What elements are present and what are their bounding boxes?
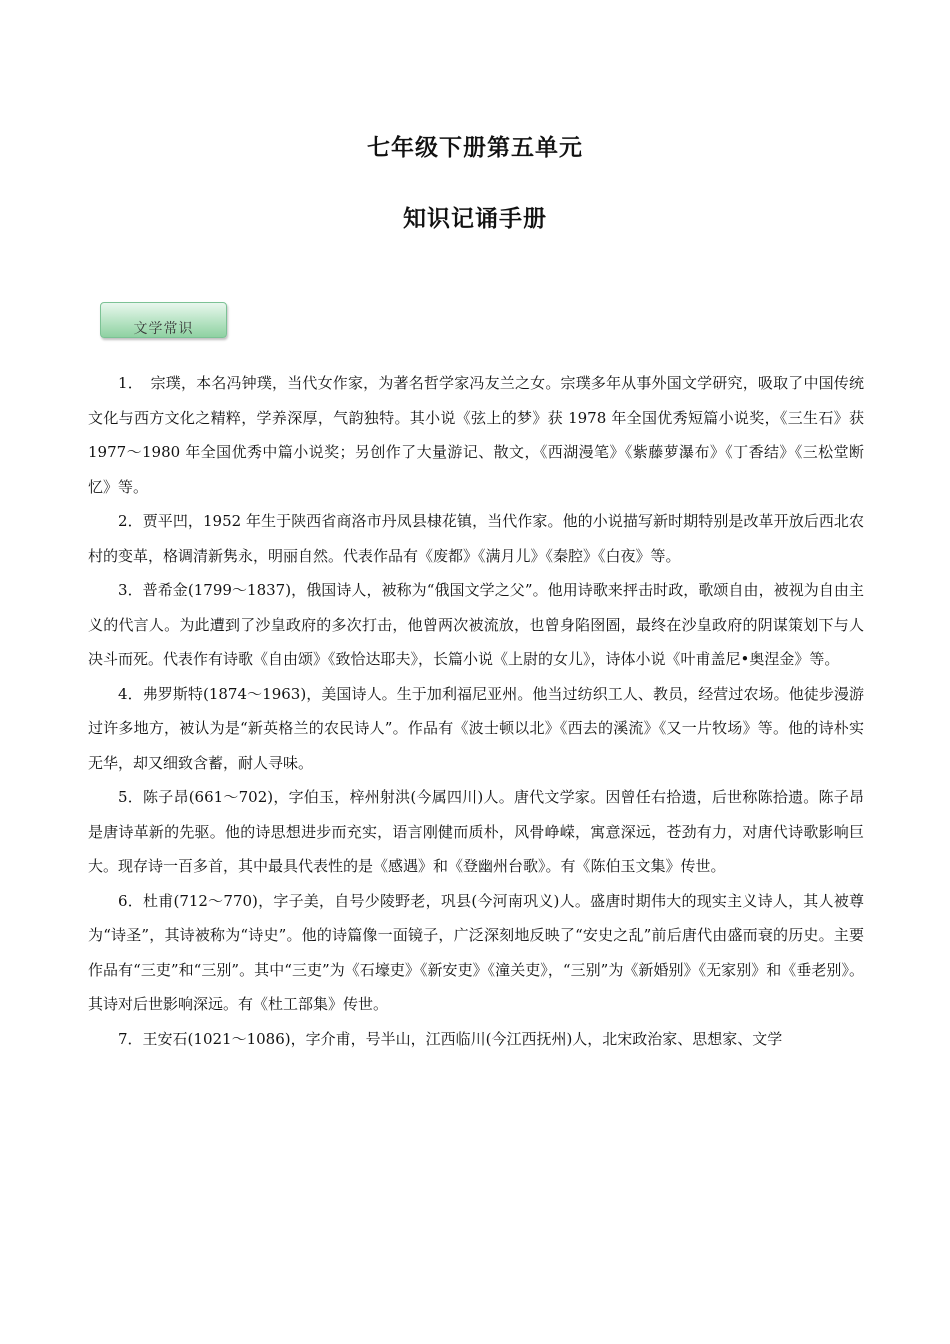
section-tab-label: 文学常识: [133, 321, 194, 337]
entry-zong-pu: 1． 宗璞，本名冯钟璞，当代女作家，为著名哲学家冯友兰之女。宗璞多年从事外国文学研究，吸取了中国传统文化与西方文化之精粹，学养深厚，气韵独特。其小说《弦上的梦》获 1978 年全国优秀短篇小说奖，《三生石》获 1977～1980 年全国优秀中篇小说奖；另创作了大量游记、散文，《西湖漫笔》《紫藤萝瀑布》《丁香结》《三松堂断忆》等。: [88, 374, 864, 496]
page-subtitle: 知识记诵手册: [403, 206, 547, 232]
entry-pushkin: 3．普希金(1799～1837)，俄国诗人，被称为“俄国文学之父”。他用诗歌来抨击时政，歌颂自由，被视为自由主义的代言人。为此遭到了沙皇政府的多次打击，他曾两次被流放，也曾身陷囹圄，最终在沙皇政府的阴谋策划下与人决斗而死。代表作有诗歌《自由颂》《致恰达耶夫》，长篇小说《上尉的女儿》，诗体小说《叶甫盖尼•奥涅金》等。: [88, 581, 864, 668]
section-tab-literary-knowledge: [100, 302, 227, 338]
entry-frost: 4．弗罗斯特(1874～1963)，美国诗人。生于加利福尼亚州。他当过纺织工人、教员，经营过农场。他徒步漫游过许多地方，被认为是“新英格兰的农民诗人”。作品有《波士顿以北》《西去的溪流》《又一片牧场》等。他的诗朴实无华，却又细致含蓄，耐人寻味。: [88, 684, 864, 772]
page-title: 七年级下册第五单元: [367, 135, 583, 161]
entry-wang-anshi: 7．王安石(1021～1086)，字介甫，号半山，江西临川(今江西抚州)人，北宋政治家、思想家、文学: [118, 1029, 783, 1048]
entry-chen-ziang: 5．陈子昂(661～702)，字伯玉，梓州射洪(今属四川)人。唐代文学家。因曾任右拾遗，后世称陈拾遗。陈子昂是唐诗革新的先驱。他的诗思想进步而充实，语言刚健而质朴，风骨峥嵘，寓意深远，苍劲有力，对唐代诗歌影响巨大。现存诗一百多首，其中最具代表性的是《感遇》和《登幽州台歌》。有《陈伯玉文集》传世。: [88, 788, 864, 875]
entry-list: [88, 366, 864, 1056]
entry-du-fu: 6．杜甫(712～770)，字子美，自号少陵野老，巩县(今河南巩义)人。盛唐时期伟大的现实主义诗人，其人被尊为“诗圣”，其诗被称为“诗史”。他的诗篇像一面镜子，广泛深刻地反映了“安史之乱”前后唐代由盛而衰的历史。主要作品有“三吏”和“三别”。其中“三吏”为《石壕吏》《新安吏》《潼关吏》，“三别”为《新婚别》《无家别》和《垂老别》。其诗对后世影响深远。有《杜工部集》传世。: [88, 891, 864, 1013]
entry-jia-pingwa: 2．贾平凹，1952 年生于陕西省商洛市丹凤县棣花镇，当代作家。他的小说描写新时期特别是改革开放后西北农村的变革，格调清新隽永，明丽自然。代表作品有《废都》《满月儿》《秦腔》《白夜》等。: [88, 512, 864, 565]
